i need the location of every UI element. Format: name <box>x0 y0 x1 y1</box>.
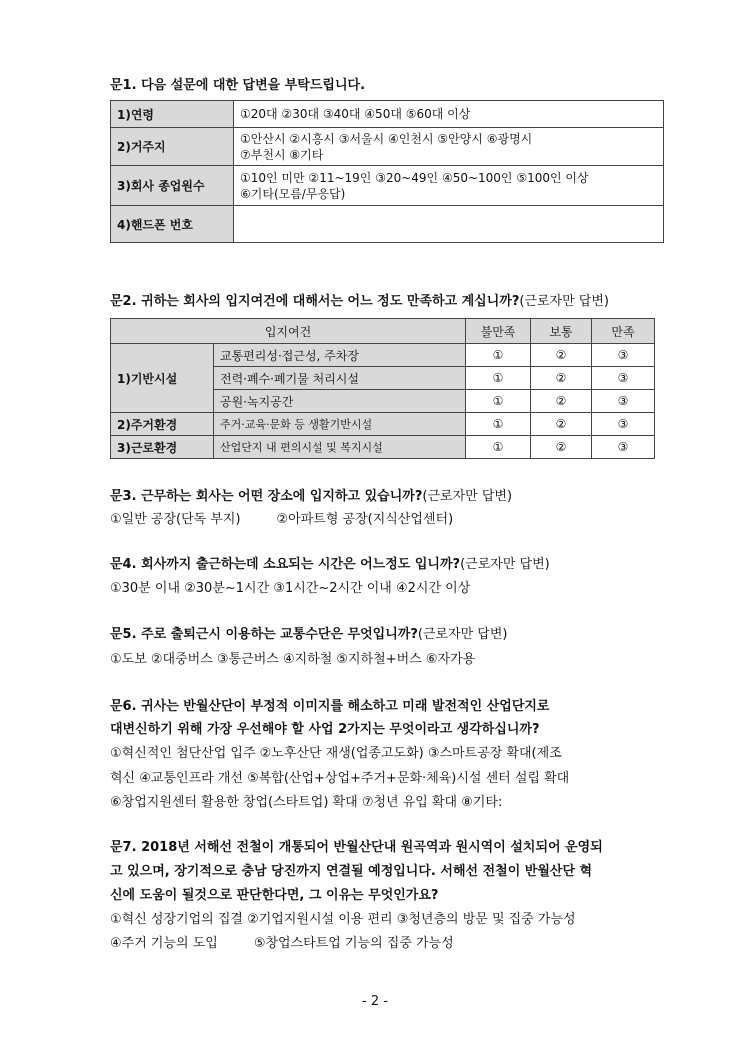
row-value: ①안산시 ②시흥시 ③서울시 ④인천시 ⑤안양시 ⑥광명시 ⑦부천시 ⑧기타 <box>234 128 664 166</box>
q6-options-line3[interactable]: ⑥창업지원센터 활용한 창업(스타트업) 확대 ⑦청년 유입 확대 ⑧기타: <box>110 795 503 810</box>
q3-option-apartment[interactable]: ②아파트형 공장(지식산업센터) <box>276 512 454 527</box>
option-3[interactable]: ③ <box>592 367 655 390</box>
header-normal: 보통 <box>531 319 592 344</box>
phone-number-field[interactable] <box>234 206 664 243</box>
option-1[interactable]: ① <box>466 390 531 413</box>
table-row <box>111 206 664 243</box>
row-label: 2)거주지 <box>111 128 234 166</box>
q7-title-line2: 고 있으며, 장기적으로 충남 당진까지 연결될 예정입니다. 서해선 전철이 반월산단 혁 <box>110 864 593 879</box>
q7-options-line1[interactable]: ①혁신 성장기업의 집결 ②기업지원시설 이용 편리 ③청년층의 방문 및 집중 가능성 <box>110 912 576 927</box>
item-label: 공원·녹지공간 <box>214 390 466 413</box>
option-2[interactable]: ② <box>531 413 592 436</box>
group-label: 1)기반시설 <box>111 344 214 413</box>
table-header-row <box>111 319 655 344</box>
q1-title: 문1. 다음 설문에 대한 답변을 부탁드립니다. <box>110 78 366 93</box>
q7-title-line1: 문7. 2018년 서해선 전철이 개통되어 반월산단내 원곡역과 원시역이 설치되어 운영되 <box>110 840 603 855</box>
group-label: 3)근로환경 <box>111 436 214 459</box>
table-row <box>111 166 664 206</box>
q4-title: 문4. 회사까지 출근하는데 소요되는 시간은 어느정도 입니까?(근로자만 답변) <box>110 557 550 572</box>
q7-title-line3: 신에 도움이 될것으로 판단한다면, 그 이유는 무엇인가요? <box>110 888 439 903</box>
q3-title: 문3. 근무하는 회사는 어떤 장소에 입지하고 있습니까?(근로자만 답변) <box>110 489 513 504</box>
header-dissatisfied: 불만족 <box>466 319 531 344</box>
option-2[interactable]: ② <box>531 390 592 413</box>
table-row <box>111 436 655 459</box>
item-label: 주거·교육·문화 등 생활기반시설 <box>214 413 466 436</box>
option-3[interactable]: ③ <box>592 344 655 367</box>
header-condition: 입지여건 <box>111 319 466 344</box>
table-row <box>111 101 664 128</box>
q2-table <box>110 318 655 459</box>
option-1[interactable]: ① <box>466 436 531 459</box>
q7-options-line2[interactable]: ④주거 기능의 도입 ⑤창업스타트업 기능의 집중 가능성 <box>110 936 454 951</box>
q1-table <box>110 100 664 243</box>
q6-title-line2: 대변신하기 위해 가장 우선해야 할 사업 2가지는 무엇이라고 생각하십니까? <box>110 722 540 737</box>
row-label: 1)연령 <box>111 101 234 128</box>
item-label: 교통편리성·접근성, 주차장 <box>214 344 466 367</box>
q6-options-line1[interactable]: ①혁신적인 첨단산업 입주 ②노후산단 재생(업종고도화) ③스마트공장 확대(제조 <box>110 746 562 761</box>
option-1[interactable]: ① <box>466 367 531 390</box>
option-1[interactable]: ① <box>466 344 531 367</box>
q2-title: 문2. 귀하는 회사의 입지여건에 대해서는 어느 정도 만족하고 계십니까?(근로자만 답변) <box>110 294 609 309</box>
q5-title: 문5. 주로 출퇴근시 이용하는 교통수단은 무엇입니까?(근로자만 답변) <box>110 627 508 642</box>
q6-title-line1: 문6. 귀사는 반월산단이 부정적 이미지를 해소하고 미래 발전적인 산업단지로 <box>110 699 550 714</box>
option-1[interactable]: ① <box>466 413 531 436</box>
item-label: 산업단지 내 편의시설 및 복지시설 <box>214 436 466 459</box>
group-label: 2)주거환경 <box>111 413 214 436</box>
item-label: 전력·폐수·폐기물 처리시설 <box>214 367 466 390</box>
q6-options-line2[interactable]: 혁신 ④교통인프라 개선 ⑤복합(산업+상업+주거+문화·체육)시설 센터 설립 확대 <box>110 771 570 786</box>
option-3[interactable]: ③ <box>592 436 655 459</box>
header-satisfied: 만족 <box>592 319 655 344</box>
option-3[interactable]: ③ <box>592 413 655 436</box>
q5-options[interactable]: ①도보 ②대중버스 ③통근버스 ④지하철 ⑤지하철+버스 ⑥자가용 <box>110 652 476 667</box>
q4-options[interactable]: ①30분 이내 ②30분~1시간 ③1시간~2시간 이내 ④2시간 이상 <box>110 581 471 596</box>
table-row <box>111 413 655 436</box>
option-3[interactable]: ③ <box>592 390 655 413</box>
table-row <box>111 128 664 166</box>
q3-options <box>110 508 453 527</box>
page-number: - 2 - <box>362 994 388 1009</box>
row-value: ①10인 미만 ②11~19인 ③20~49인 ④50~100인 ⑤100인 이상 ⑥기타(모름/무응답) <box>234 166 664 206</box>
table-row <box>111 344 655 367</box>
option-2[interactable]: ② <box>531 367 592 390</box>
option-2[interactable]: ② <box>531 344 592 367</box>
q3-option-general[interactable]: ①일반 공장(단독 부지) <box>110 512 241 527</box>
row-label: 3)회사 종업원수 <box>111 166 234 206</box>
option-2[interactable]: ② <box>531 436 592 459</box>
row-label: 4)핸드폰 번호 <box>111 206 234 243</box>
row-value: ①20대 ②30대 ③40대 ④50대 ⑤60대 이상 <box>234 101 664 128</box>
